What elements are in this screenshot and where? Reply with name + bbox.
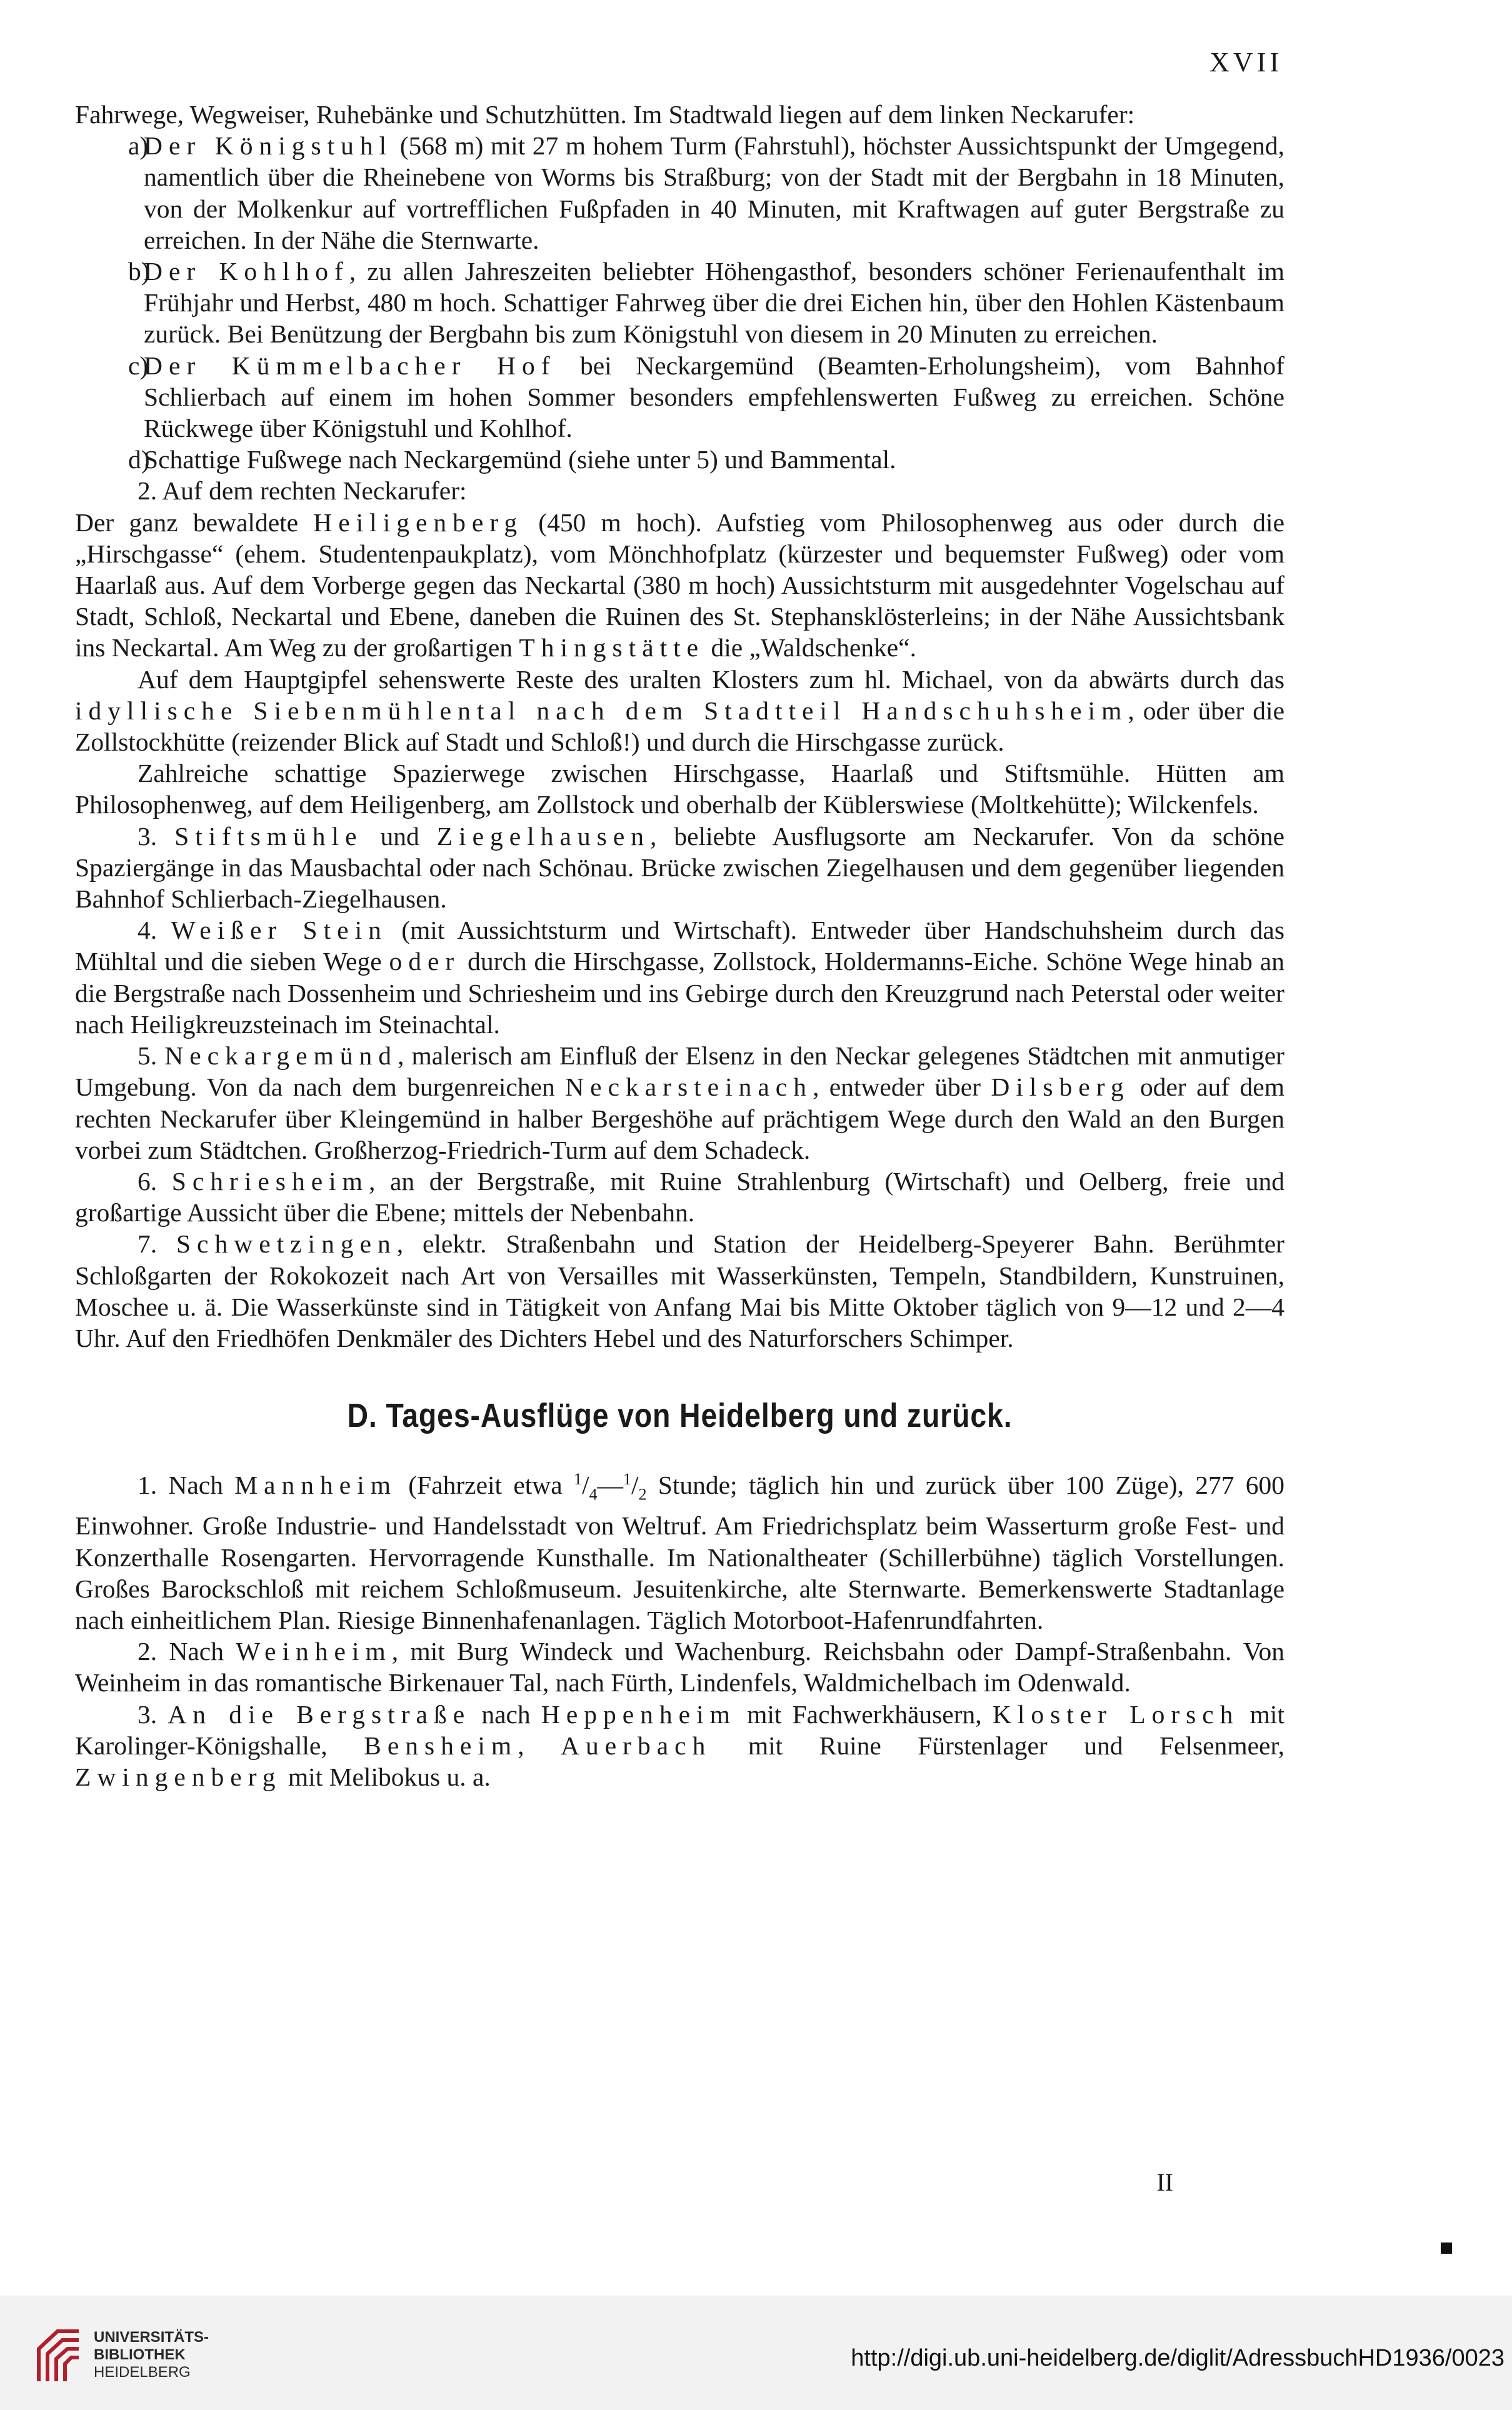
- paragraph-weinheim: [75, 1636, 1284, 1698]
- place-name: Der Kohlhof: [144, 257, 349, 286]
- list-marker: d): [128, 445, 150, 474]
- place-name: Auerbach: [561, 1731, 712, 1760]
- list-marker: c): [128, 351, 149, 380]
- fraction-denominator: 4: [589, 1485, 598, 1504]
- fraction-denominator: 2: [638, 1485, 647, 1504]
- source-url-link[interactable]: http://digi.ub.uni-heidelberg.de/diglit/AdressbuchHD1936/0023: [851, 2345, 1504, 2371]
- place-name: Dilsberg: [991, 1072, 1130, 1102]
- list-body: [138, 256, 1284, 350]
- text-run: durch die Hirschgasse, Zollstock, Holdermanns-Eiche. Schöne Wege hinab an die Bergstraße nach Dossenheim und Schriesheim und ins Gebirge durch den Kreuzgrund nach Peterstal oder weiter nach Heiligkreuzsteinach im Steinachtal.: [75, 947, 1284, 1039]
- list-item-b: [75, 256, 1284, 350]
- paragraph-heiligenberg: [75, 507, 1284, 664]
- list-item-c: [75, 350, 1284, 444]
- place-name: Heppenheim: [541, 1699, 736, 1729]
- text-run: —: [597, 1470, 623, 1499]
- item-number: 4.: [138, 916, 171, 945]
- page-body: [75, 99, 1284, 1792]
- list-body: Schattige Fußwege nach Neckargemünd (siehe unter 5) und Bammental.: [144, 445, 896, 474]
- paragraph-item-7: [75, 1228, 1284, 1354]
- list-marker: b): [128, 257, 150, 286]
- library-name: [94, 2329, 209, 2381]
- place-name: Neckargemünd: [164, 1041, 398, 1071]
- text-run: ,: [518, 1731, 561, 1760]
- item-number: 1. Nach: [138, 1470, 235, 1499]
- text-run: mit Melibokus u. a.: [281, 1762, 491, 1792]
- text-run: mit Fachwerkhäusern,: [736, 1699, 993, 1729]
- item-number: 2. Nach: [138, 1637, 236, 1666]
- library-name-line: HEIDELBERG: [94, 2364, 191, 2381]
- text-run: , mit Burg Windeck und Wachenburg. Reichsbahn oder Dampf-Straßenbahn. Von Weinheim in das romantische Birkenauer Tal, nach Fürth, Lindenfels, Waldmichelbach im Odenwald.: [75, 1637, 1285, 1698]
- text-run: Der ganz bewaldete: [75, 508, 314, 537]
- place-name: Mannheim: [234, 1470, 398, 1499]
- item-number: 7.: [138, 1229, 176, 1259]
- fraction: $^1/_4$: [573, 1470, 598, 1504]
- place-name: Schriesheim: [171, 1166, 369, 1196]
- text-run: Stunde; täglich hin und zurück über 100 Züge), 277 600 Einwohner. Große Industrie- und Handelsstadt von Weltruf. Am Friedrichsplatz beim Wasserturm große Fest- und Konzerthalle Rosengarten. Hervorragende Kunsthalle. Im Nationaltheater (Schillerbühne) täglich Vorstellungen. Großes Barockschloß mit reichem Schloßmuseum. Jesuitenkirche, alte Sternwarte. Bemerkenswerte Stadtanlage nach einheitlichem Plan. Riesige Binnenhafenanlagen. Täglich Motorboot-Hafenrundfahrten.: [75, 1470, 1285, 1635]
- place-name: Kloster Lorsch: [992, 1699, 1239, 1729]
- text-run: und: [363, 821, 437, 851]
- place-name: Zwingenberg: [75, 1762, 282, 1792]
- text-run: mit Karolinger-Königshalle,: [75, 1699, 1284, 1760]
- list-marker: a): [128, 131, 149, 161]
- text-run: , entweder über: [812, 1072, 991, 1102]
- text-run: , oder über die Zollstockhütte (reizender Blick auf Stadt und Schloß!) und durch die Hirschgasse zurück.: [75, 696, 1284, 757]
- item-number: 5.: [138, 1041, 165, 1071]
- paragraph-item-5: [75, 1040, 1284, 1166]
- list-item-d: [75, 444, 1284, 475]
- place-name: Stiftsmühle: [174, 821, 363, 851]
- emphasis: oder: [389, 947, 461, 976]
- paragraph-hauptgipfel: [75, 664, 1284, 758]
- fraction-numerator: 1: [573, 1470, 582, 1489]
- paragraph-item-4: [75, 914, 1284, 1040]
- place-name: Der Kümmelbacher Hof: [144, 351, 556, 380]
- paragraph-item-3: [75, 821, 1284, 915]
- intro-paragraph: Fahrwege, Wegweiser, Ruhebänke und Schutzhütten. Im Stadtwald liegen auf dem linken Neckarufer:: [75, 100, 1135, 129]
- scan-mark: [1441, 2242, 1452, 2254]
- text-run: , elektr. Straßenbahn und Station der Heidelberg-Speyerer Bahn. Berühmter Schloßgarten der Rokokozeit nach Art von Versailles mit Wasserkünsten, Tempeln, Standbildern, Kunstruinen, Moschee u. ä. Die Wasserkünste sind in Tätigkeit von Anfang Mai bis Mitte Oktober täglich von 9—12 und 2—4 Uhr. Auf den Friedhöfen Denkmäler des Dichters Hebel und des Naturforschers Schimper.: [75, 1229, 1284, 1352]
- place-name: Schwetzingen: [176, 1229, 397, 1259]
- list-text: (568 m) mit 27 m hohem Turm (Fahrstuhl), höchster Aussichtspunkt der Umgegend, namentlich über die Rheinebene von Worms bis Straßburg; von der Stadt mit der Bergbahn in 18 Minuten, von der Molkenkur auf vortrefflichen Fußpfaden in 40 Minuten, mit Kraftwagen auf guter Bergstraße zu erreichen. In der Nähe die Sternwarte.: [144, 131, 1284, 254]
- list-body: [138, 130, 1284, 256]
- text-run: nach: [471, 1699, 541, 1729]
- paragraph-item-6: [75, 1166, 1284, 1228]
- section-2-label: 2. Auf dem rechten Neckarufer:: [138, 476, 467, 506]
- text-run: , malerisch am Einfluß der Elsenz in den Neckar gelegenes Städtchen mit anmutiger Umgebung. Von da nach dem burgenreichen: [75, 1041, 1284, 1102]
- text-run: (Fahrzeit etwa: [397, 1470, 574, 1499]
- paragraph-bergstrasse: [75, 1699, 1284, 1793]
- text-run: mit Ruine Fürstenlager und Felsenmeer,: [711, 1731, 1284, 1760]
- sheet-number: II: [1156, 2168, 1173, 2196]
- place-name: An die Bergstraße: [168, 1699, 471, 1729]
- text-run: oder auf dem rechten Neckarufer über Kleingemünd in halber Bergeshöhe auf prächtigem Wege durch den Wald an den Burgen vorbei zum Städtchen. Großherzog-Friedrich-Turm auf dem Schadeck.: [75, 1072, 1284, 1164]
- fraction-numerator: 1: [623, 1470, 631, 1489]
- place-name: Thingstätte: [519, 633, 705, 662]
- list-item-a: [75, 130, 1284, 256]
- text-run: die „Waldschenke“.: [704, 633, 916, 662]
- item-number: 3.: [138, 821, 175, 851]
- place-name: Neckarsteinach: [565, 1072, 813, 1102]
- place-name: Bensheim: [364, 1731, 518, 1760]
- library-name-line: BIBLIOTHEK: [94, 2346, 186, 2363]
- text-run: (mit Aussichtsturm und Wirtschaft). Entweder über Handschuhsheim durch das Mühltal und die sieben Wege: [75, 916, 1284, 976]
- list-text: , zu allen Jahreszeiten beliebter Höhengasthof, besonders schöner Ferienaufenthalt im Frühjahr und Herbst, 480 m hoch. Schattiger Fahrweg über die drei Eichen hin, über den Hohlen Kästenbaum zurück. Bei Benützung der Bergbahn bis zum Königstuhl von diesem in 20 Minuten zu erreichen.: [144, 257, 1285, 349]
- place-name: Weinheim: [236, 1637, 392, 1666]
- text-run: (450 m hoch). Aufstieg vom Philosophenweg aus oder durch die „Hirschgasse“ (ehem. Studentenpaukplatz), vom Mönchhofplatz (kürzester und bequemster Fußweg) oder vom Haarlaß aus. Auf dem Vorberge gegen das Neckartal (380 m hoch) Aussichtsturm mit ausgedehnter Vogelschau auf Stadt, Schloß, Neckartal und Ebene, daneben die Ruinen des St. Stephansklösterleins; in der Nähe Aussichtsbank ins Neckartal. Am Weg zu der großartigen: [75, 508, 1284, 662]
- section-heading: D. Tages-Ausflüge von Heidelberg und zurück.: [347, 1397, 1013, 1435]
- text-run: Auf dem Hauptgipfel sehenswerte Reste des uralten Klosters zum hl. Michael, von da abwärts durch das: [138, 664, 1284, 694]
- place-name: Weißer Stein: [171, 916, 388, 945]
- item-number: 3.: [138, 1699, 168, 1729]
- paragraph-mannheim: [75, 1464, 1284, 1636]
- text-run: , beliebte Ausflugsorte am Neckarufer. Von da schöne Spaziergänge in das Mausbachtal oder nach Schönau. Brücke zwischen Ziegelhausen und dem gegenüber liegenden Bahnhof Schlierbach-Ziegelhausen.: [75, 821, 1284, 914]
- library-logo-icon: [33, 2324, 85, 2386]
- item-number: 6.: [138, 1166, 172, 1196]
- list-body: [138, 350, 1284, 444]
- place-name: Ziegelhausen: [436, 821, 650, 851]
- list-text: bei Neckargemünd (Beamten-Erholungsheim), vom Bahnhof Schlierbach auf einem im hohen Sommer besonders empfehlenswerten Fußweg zu erreichen. Schöne Rückwege über Königstuhl und Kohlhof.: [144, 351, 1285, 443]
- library-name-line: UNIVERSITÄTS-: [94, 2329, 209, 2346]
- place-name: idyllische Siebenmühlental nach dem Stadtteil Handschuhsheim: [75, 696, 1128, 725]
- paragraph-spazierwege: Zahlreiche schattige Spazierwege zwischen Hirschgasse, Haarlaß und Stiftsmühle. Hütten am Philosophenweg, auf dem Heiligenberg, am Zollstock und oberhalb der Küblerswiese (Moltkehütte); Wilckenfels.: [75, 759, 1284, 819]
- text-run: , an der Bergstraße, mit Ruine Strahlenburg (Wirtschaft) und Oelberg, freie und großartige Aussicht über die Ebene; mittels der Nebenbahn.: [75, 1166, 1285, 1228]
- place-name: Heiligenberg: [313, 508, 524, 537]
- page-number: XVII: [1209, 47, 1283, 78]
- digitization-footer: [0, 2296, 1512, 2410]
- fraction: $^1/_2$: [623, 1470, 647, 1504]
- place-name: Der Königstuhl: [144, 131, 393, 161]
